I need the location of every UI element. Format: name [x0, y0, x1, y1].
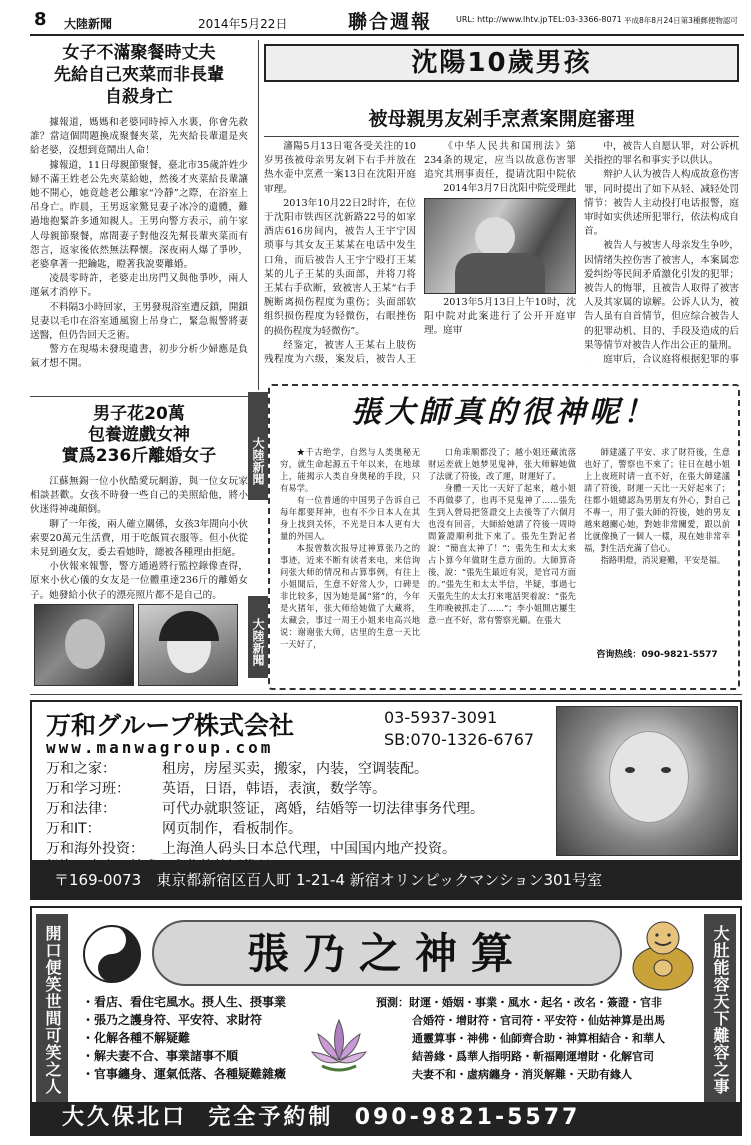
ad-right-tab — [704, 914, 736, 1102]
ad-baby-photo — [556, 706, 738, 856]
main-article-col2-bottom — [424, 296, 576, 366]
main-paragraph: 中，被告人自愿认罪，对公诉机关指控的罪名和事实予以供认。 — [584, 141, 739, 167]
main-paragraph: 2013年5月13日上午10时，沈阳中院对此案进行了公开开庭审理。庭审 — [424, 297, 576, 337]
feature-paragraph: 師建議了平安、求了財符後，生意也好了，警察也不來了；往日在越小姐上上夜班时请一直不好，在張大師建議請了符後，財運一天比一天好起來了；往都小姐總認為男朋友有外心，對自己不專一，用了張大師的符後，她的男友越來越關心她，對她非常關愛，跟以前比就像換了一個人一樣，現在她非常幸福，對生活充滿了信心。 — [584, 447, 730, 553]
ad-row-label: 万和海外投资： — [46, 841, 144, 857]
ad-wanhe-group — [30, 700, 742, 900]
page-number: 8 — [34, 9, 47, 30]
footer-location: 大久保北口 — [62, 1105, 188, 1130]
article1-title-line: 先給自己夾菜而非長輩 — [54, 65, 224, 85]
service-item: ・解夫妻不合、事業諸事不順 — [82, 1049, 239, 1063]
baby-eye — [661, 767, 671, 773]
service-item: ・化解各種不解疑難 — [82, 1031, 191, 1045]
main-headline-box — [264, 44, 739, 82]
ad-row — [46, 760, 428, 778]
feature-master-zhang-box — [268, 384, 740, 690]
boy-body-shape — [455, 253, 545, 293]
header-tel: TEL:03-3366-8071 — [548, 15, 622, 24]
ad-left-tab — [36, 914, 68, 1102]
article2-body — [30, 475, 248, 603]
ad-row — [46, 800, 484, 818]
article2-title-line: 實爲236斤離婚女子 — [61, 446, 217, 466]
main-paragraph: 被告人与被害人母亲发生争吵，因情绪失控伤害了被害人，本案属恋爱纠纷等民间矛盾激化引发的犯罪；被告人的悔罪，且被告人取得了被害人及其家属的谅解。公诉人认为，被告人虽有自首情节，但应综合被告人的犯罪动机、目的、手段及造成的后果等情节对被告人作出公正的量刑。 — [584, 240, 739, 351]
laughing-buddha-icon — [628, 916, 698, 992]
service-item: ・看店、看住宅風水。摂人生、摂事業 — [82, 995, 287, 1009]
yin-yang-icon — [82, 924, 142, 984]
ad-row — [46, 820, 302, 838]
feature-col2 — [428, 446, 576, 684]
predict-label: 預測： — [376, 996, 409, 1009]
service-predict-item — [376, 994, 662, 1011]
main-paragraph: 经鉴定，被害人王某右上肢伤残程度为六级，案发后，被告人王 — [264, 339, 416, 366]
article2-paragraph: 聊了一年後，兩人確立關係，女孩3年間向小伙索要20萬元生活費，用于吃飯買衣服等。但小伙從未見到過女友，委去看她時，總被各種理由拒絕。 — [30, 518, 248, 559]
sidebar-tab-mainland-news — [248, 392, 268, 500]
service-text: 看店、看住宅風水。摂人生、摂事業 — [94, 995, 287, 1009]
ad-row-label: 万和学习班： — [46, 781, 130, 797]
article1-paragraph: 凌晨零時許，老婆走出房門又與他爭吵，兩人運氣才消停下。 — [30, 273, 248, 299]
face-shape — [65, 619, 105, 669]
service-item: ・張乃之護身符、平安符、求財符 — [82, 1013, 263, 1027]
article-woman-suicide — [30, 42, 248, 396]
divider — [264, 136, 739, 137]
footer-slogan: 完全予約制 — [208, 1105, 334, 1130]
boy-head-shape — [475, 217, 515, 257]
service-text: 財運・婚姻・事業・風水・起名・改名・簽證・官非 — [409, 996, 662, 1009]
article1-body — [30, 116, 248, 396]
article2-paragraph: 小伙報來報警，警方通過將行監控錄像查得，原來小伙心儀的女友是一位體重達236斤的離婚女子。她發給小伙子的漂亮照片都不是自己的。 — [30, 561, 248, 601]
main-subheadline: 被母親男友剁手烹煮案開庭審理 — [368, 108, 635, 130]
ad-row — [46, 840, 456, 858]
hair-shape — [159, 611, 219, 641]
ad-row — [46, 780, 386, 798]
sidebar-tab-label: 大陸新聞 — [251, 618, 265, 666]
feature-col3 — [584, 446, 730, 646]
ad-title: 張乃之神算 — [246, 929, 527, 978]
main-paragraph: 《中华人民共和国刑法》第234条的规定，应当以故意伤害罪追究其刑事责任，提请沈阳中院依 — [424, 141, 576, 181]
article1-paragraph: 不料隔3小時回家，王男發現浴室遭反鎖，開鎖見妻以毛巾在浴室通風窗上吊身亡，緊急報警將妻送醫，但仍告回天乏術。 — [30, 301, 248, 342]
section-rule — [30, 396, 252, 397]
main-headline: 沈陽10歲男孩 — [411, 48, 592, 78]
article2-title-line: 男子花20萬 — [93, 404, 185, 424]
main-article-col1 — [264, 140, 416, 368]
postal-license: 平成8年8月24日第3種郵便物認可 — [624, 16, 738, 25]
ad-phone-1[interactable]: 03-5937-3091 — [384, 708, 498, 727]
article1-title — [30, 42, 248, 108]
article1-title-line: 女子不滿聚餐時丈夫 — [62, 43, 216, 63]
sidebar-tab-label: 大陸新聞 — [251, 437, 265, 485]
section-name: 大陸新聞 — [64, 17, 113, 31]
ad-company-name: 万和グループ株式会社 — [46, 711, 295, 740]
ad-row-value: 可代办就职签证，离婚，结婚等一切法律事务代理。 — [162, 801, 484, 817]
ad-zhang-naizhi — [30, 906, 742, 1136]
main-paragraph: 2013年10月22日2时许，在位于沈阳市铁西区沈新路22号的如家酒店616房间内，被告人王宇宁因琐事与其女友王某某在电话中发生口角，而后被告人王宇宁殴打王某某的儿子王某的头面部，并将刀将王某右手砍断，致被害人王某“右手腕断离损伤程度为重伤；头面部软组织损伤程度为轻微伤，右眼挫伤的损伤程度为轻微伤”。 — [264, 197, 416, 337]
article2-title — [30, 404, 248, 467]
article-game-goddess — [30, 404, 248, 603]
section-rule — [30, 694, 742, 695]
main-paragraph: 2014年3月7日沈阳中院受理此 — [443, 183, 576, 194]
photo-woman-2 — [138, 604, 238, 686]
ad-row-label: 万和法律： — [46, 801, 116, 817]
hotline-label: 咨询热线： — [596, 650, 642, 660]
ad-left-tab-text: 開口便笑世間可笑之人 — [43, 925, 62, 1095]
service-predict-item: 結善緣・爲華人指明路・斬福剛運增財・化解官司 — [412, 1050, 654, 1063]
ad-address-bar — [32, 860, 740, 898]
ad-phone-2[interactable]: SB:070-1326-6767 — [384, 730, 535, 749]
feature-paragraph: 身體一天比一天好了起來，越小姐不再做夢了，也再不見鬼神了……張先生到入營局把签證交上去後等了六個月也沒有回音，大師給她請了符後一周時間簽證順利批下來了。張先生對記者說：“簡直太神了！”；張先生和太太來占卜算今年做財生意方面的。大師算奇後，說：“張先生最近有災，是官司方面的。”張先生和太太半信，半疑，事過七天張先生的太太打來電話哭着說：“張先生昨晚被抓走了……”；李小姐開店屢生意一直不好，常有警察光顧。在張大 — [428, 483, 576, 625]
feature-paragraph: 口角乖顺都没了；越小姐还藏流落财运差就上她梦见鬼神，张大师解她做了法就了符後，改了運，財運好了。 — [428, 447, 576, 481]
ad-row-value: 上海渔人码头日本总代理，中国国内地产投资。 — [162, 841, 456, 857]
service-text: 化解各種不解疑難 — [94, 1031, 191, 1045]
feature-headline: 張大師真的很神呢！ — [351, 395, 657, 430]
footer-phone[interactable]: 090-9821-5577 — [354, 1105, 581, 1130]
article1-title-line: 自殺身亡 — [105, 87, 173, 107]
page-header — [30, 6, 744, 36]
ad-row-label: 万和之家： — [46, 761, 116, 777]
masthead: 聯合週報 — [348, 11, 433, 33]
article2-title-line: 包養遊戲女神 — [88, 425, 190, 445]
photo-court-boy — [424, 198, 576, 294]
service-item: ・官事纏身、運氣低落、各種疑難雜癥 — [82, 1067, 287, 1081]
service-predict-item: 合婚符・增財符・官司符・平安符・仙姑神算是出馬 — [412, 1014, 665, 1027]
feature-col1 — [280, 446, 420, 684]
issue-date: 2014年5月22日 — [198, 17, 288, 31]
article1-paragraph: 據報道，11日母親節聚餐，臺北市35歲許姓少婦不滿王姓老公先夾菜給她，然後才夾菜給長輩讓她不開心，她竟趁老公離家“冷靜”之際，在浴室上吊身亡。昨晨，王男返家驚見妻子冰冷的遺體，難過地抱緊許多通知親人。王男向警方表示，前午家人母親節聚餐，席間妻子對他沒先幫長輩夾菜而有怨言，返家後依然無法釋懷。深夜兩人爆了爭吵，老婆拿著一把鑰匙，瞪著我說要離婚。 — [30, 159, 248, 271]
baby-face-shape — [609, 731, 689, 823]
feature-paragraph: 本报曾数次报导过神算张乃之的事迹，近来不断有读者来电，来信询问张大师的情况和占算事例，有往上小姐聞后，生意不好常人少，口碑是非比较多，因为她是属“猪”的，今年是火猪年，张大师给她做了大藏将，太藏会，事过一周王小姐来电高兴地说：谢谢张大师，店里的生意一天比一天好了， — [280, 543, 420, 649]
photo-woman-1 — [34, 604, 134, 686]
service-predict-item: 夫妻不和・虛病纏身・消災解難・天助有緣人 — [412, 1068, 632, 1081]
ad-website[interactable]: www.manwagroup.com — [46, 738, 274, 757]
article1-paragraph: 警方在現場未發現遺書，初步分析少婦應是負氣才想不開。 — [30, 344, 248, 370]
service-text: 張乃之護身符、平安符、求財符 — [94, 1013, 263, 1027]
main-article-col2-top — [424, 140, 576, 182]
ad-right-tab-text: 大肚能容天下難容之事 — [711, 925, 730, 1095]
feature-paragraph: 指路明燈，消災避難，平安是福。 — [600, 555, 726, 565]
ad-row-value: 网页制作，看板制作。 — [162, 821, 302, 837]
header-url[interactable]: URL: http://www.lhtv.jp — [456, 15, 548, 24]
main-paragraph: 辩护人认为被告人构成故意伤害罪，同时提出了如下从轻、减轻处罚情节：被告人主动投打电话报警，庭审时如实供述所犯罪行，依法构成自首。 — [584, 169, 739, 238]
feature-paragraph: ★千古绝学，自然与人类奥秘无穷，就生命起源五千年以来，在地球上，能揭示人类自身奥秘的手段，只有易学。 — [280, 447, 420, 493]
sidebar-tab-mainland-news-2 — [248, 596, 268, 678]
ad-row-value: 英语，日语，韩语，表演，数学等。 — [162, 781, 386, 797]
ad-footer-bar — [32, 1102, 740, 1134]
feature-paragraph: 有一位普通的中国男子告诉自己每年都要拜神，也有不少日本人在其身上找到关怀，不光是日本人更有大量的外国人。 — [280, 495, 420, 541]
main-article-col2-mid — [424, 182, 576, 196]
ad-address: 〒169-0073 東京都新宿区百人町 1-21-4 新宿オリンピックマンション301号室 — [54, 871, 603, 889]
feature-hotline — [584, 648, 730, 662]
ad-footer-text — [62, 1105, 580, 1131]
ad-row-value: 租房，房屋买卖，搬家，内装，空调装配。 — [162, 761, 428, 777]
article1-paragraph: 據報道，媽媽和老婆同時掉入水裏，你會先救誰？當這個問題換成聚餐夾菜，先夾給長輩還是夾給老婆，沒想到竟鬧出人命！ — [30, 117, 248, 157]
main-paragraph: 庭审后，合议庭将根据犯罪的事 — [603, 354, 739, 366]
lotus-icon — [308, 1016, 370, 1074]
main-article-col3 — [584, 140, 739, 368]
ad-title-banner — [152, 920, 622, 986]
baby-eye — [625, 767, 635, 773]
service-text: 官事纏身、運氣低落、各種疑難雜癥 — [94, 1067, 287, 1081]
article2-paragraph: 江蘇無錫一位小伙酷愛玩網游，與一位女玩家相談甚歡。女孩不時發一些自己的美照給他，將小伙迷得神魂顛倒。 — [30, 476, 248, 516]
main-paragraph: 瀋陽5月13日電各受关注的10岁男孩被母亲男友剁下右手并放在热水壶中烹煮一案13日在沈阳开庭审理。 — [264, 141, 416, 195]
service-predict-item: 通靈算事・神佛・仙師齊合助・神算相結合・和華人 — [412, 1032, 665, 1045]
hotline-number[interactable]: 090-9821-5577 — [641, 650, 718, 660]
column-rule — [258, 40, 259, 390]
ad-row-label: 万和IT： — [46, 821, 101, 837]
service-text: 解夫妻不合、事業諸事不順 — [94, 1049, 239, 1063]
